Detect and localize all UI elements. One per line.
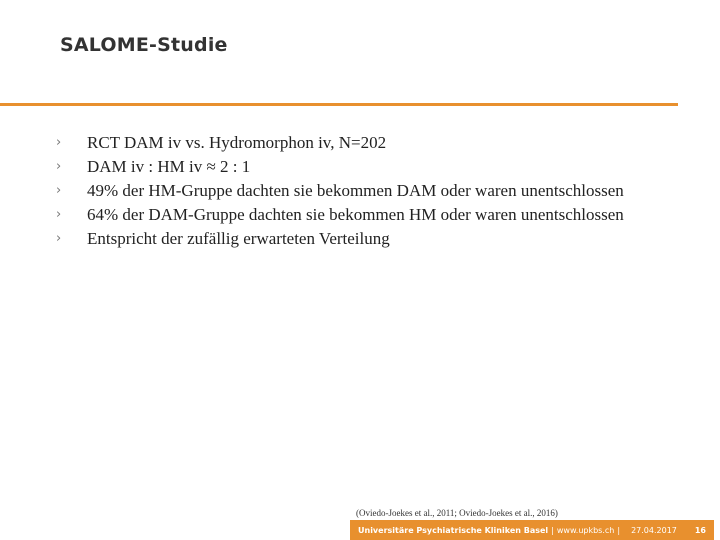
bullet-item	[56, 132, 636, 153]
bullet-text: Entspricht der zufällig erwarteten Verteilung	[87, 229, 390, 248]
chevron-right-icon: ›	[56, 207, 62, 222]
chevron-right-icon: ›	[56, 135, 62, 150]
bullet-item	[56, 204, 636, 225]
chevron-right-icon: ›	[56, 231, 62, 246]
bullet-text: 49% der HM-Gruppe dachten sie bekommen DAM oder waren unentschlossen	[87, 181, 624, 200]
footer-separator: |	[551, 525, 554, 535]
footer-separator: |	[617, 525, 621, 535]
bullet-item	[56, 180, 636, 201]
slide-title: SALOME-Studie	[60, 34, 228, 56]
footer-date: 27.04.2017	[631, 525, 677, 535]
title-divider	[0, 103, 678, 106]
footer-bar	[350, 520, 714, 540]
page-number: 16	[694, 525, 706, 535]
bullet-list	[56, 132, 636, 252]
citation: (Oviedo-Joekes et al., 2011; Oviedo-Joekes et al., 2016)	[356, 508, 558, 518]
bullet-text: DAM iv : HM iv ≈ 2 : 1	[87, 157, 251, 176]
footer-institution: Universitäre Psychiatrische Kliniken Basel	[358, 525, 549, 535]
chevron-right-icon: ›	[56, 183, 62, 198]
footer-url[interactable]: www.upkbs.ch	[556, 525, 615, 535]
bullet-text: 64% der DAM-Gruppe dachten sie bekommen HM oder waren unentschlossen	[87, 205, 624, 224]
bullet-item	[56, 228, 636, 249]
bullet-text: RCT DAM iv vs. Hydromorphon iv, N=202	[87, 133, 387, 152]
bullet-item	[56, 156, 636, 177]
chevron-right-icon: ›	[56, 159, 62, 174]
